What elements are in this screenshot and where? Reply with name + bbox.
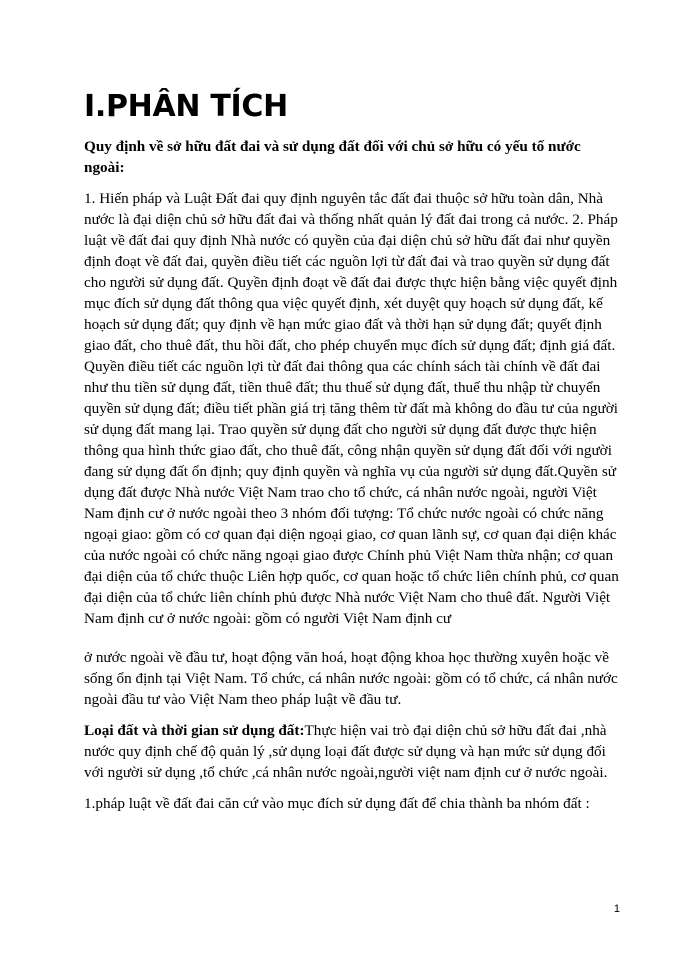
- paragraph-3: 1.pháp luật về đất đai căn cứ vào mục đích sử dụng đất để chia thành ba nhóm đất :: [84, 795, 590, 812]
- section-1-title: Quy định về sở hữu đất đai và sử dụng đất đối với chủ sở hữu có yếu tố nước ngoài:: [84, 138, 581, 176]
- page-content: [84, 88, 624, 824]
- section-2-title: Loại đất và thời gian sử dụng đất:: [84, 722, 305, 739]
- section-1-title-paragraph: [84, 136, 624, 178]
- paragraph-1: 1. Hiến pháp và Luật Đất đai quy định nguyên tắc đất đai thuộc sở hữu toàn dân, Nhà nước là đại diện chủ sở hữu đất đai và thống nhất quản lý đất đai trong cả nước. 2. Pháp luật về đất đai quy định Nhà nước có quyền của đại diện chủ sở hữu đất đai như quyền định đoạt về đất đai, quyền điều tiết các nguồn lợi từ đất đai và trao quyền sử dụng đất cho người sử dụng đất. Quyền định đoạt về đất đai được thực hiện bằng việc quyết định mục đích sử dụng đất thông qua việc quyết định, xét duyệt quy hoạch sử dụng đất, kế hoạch sử dụng đất; quy định về hạn mức giao đất và thời hạn sử dụng đất; quyết định giao đất, cho thuê đất, thu hồi đất, cho phép chuyển mục đích sử dụng đất; định giá đất. Quyền điều tiết các nguồn lợi từ đất đai thông qua các chính sách tài chính về đất đai như thu tiền sử dụng đất, tiền thuê đất; thu thuế sử dụng đất, thuế thu nhập từ chuyển quyền sử dụng đất; điều tiết phần giá trị tăng thêm từ đất mà không do đầu tư của người sử dụng đất mang lại. Trao quyền sử dụng đất cho người sử dụng đất được thực hiện thông qua hình thức giao đất, cho thuê đất, công nhận quyền sử dụng đất đối với người đang sử dụng đất ổn định; quy định quyền và nghĩa vụ của người sử dụng đất.Quyền sử dụng đất được Nhà nước Việt Nam trao cho tổ chức, cá nhân nước ngoài, người Việt Nam định cư ở nước ngoài theo 3 nhóm đối tượng: Tổ chức nước ngoài có chức năng ngoại giao: gồm có cơ quan đại diện ngoại giao, cơ quan lãnh sự, cơ quan đại diện khác của nước ngoài có chức năng ngoại giao được Chính phủ Việt Nam thừa nhận; cơ quan đại diện của tổ chức thuộc Liên hợp quốc, cơ quan hoặc tổ chức liên chính phủ, cơ quan đại diện của tổ chức liên chính phủ được Nhà nước Việt Nam cho thuê đất. Người Việt Nam định cư ở nước ngoài: gồm có người Việt Nam định cư: [84, 190, 619, 627]
- paragraph-2: ở nước ngoài về đầu tư, hoạt động văn hoá, hoạt động khoa học thường xuyên hoặc về sống ổn định tại Việt Nam. Tổ chức, cá nhân nước ngoài: gồm có tổ chức, cá nhân nước ngoài đầu tư vào Việt Nam theo pháp luật về đầu tư.: [84, 649, 618, 708]
- page-number: 1: [613, 903, 620, 915]
- section-heading: I.PHÂN TÍCH: [84, 89, 288, 124]
- section-2-paragraph: [84, 720, 624, 783]
- section-2-text: Thực hiện vai trò đại diện chủ sở hữu đất đai ,nhà nước quy định chế độ quản lý ,sử dụng loại đất được sử dụng và hạn mức sử dụng đối với người sử dụng ,tổ chức ,cá nhân nước ngoài,người việt nam định cư ở nước ngoài.: [84, 722, 608, 781]
